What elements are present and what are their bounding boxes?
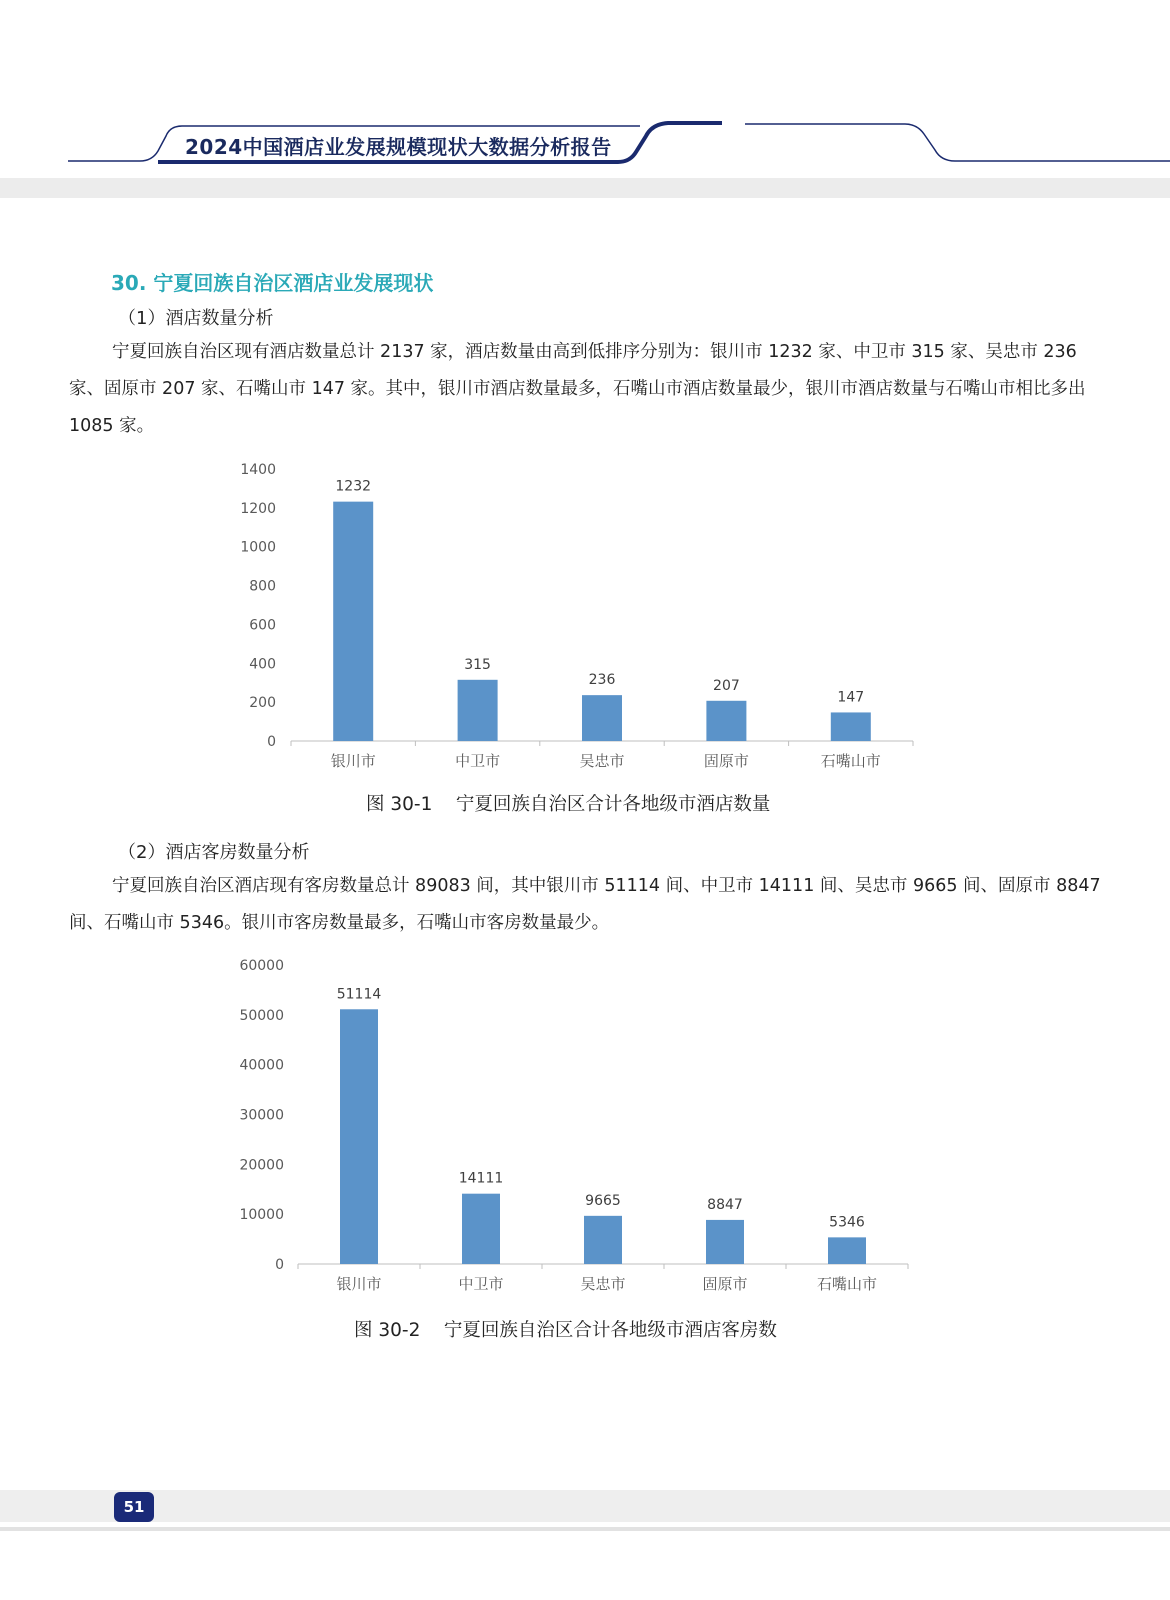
paragraph-2: 宁夏回族自治区酒店现有客房数量总计 89083 间，其中银川市 51114 间、中卫市 14111 间、吴忠市 9665 间、固原市 8847 间、石嘴山市 5346。银川市客房数量最多，石嘴山市客房数量最少。 xyxy=(69,876,1101,933)
paragraph-1: 宁夏回族自治区现有酒店数量总计 2137 家，酒店数量由高到低排序分别为：银川市 1232 家、中卫市 315 家、吴忠市 236 家、固原市 207 家、石嘴山市 147 家。其中，银川市酒店数量最多，石嘴山市酒店数量最少，银川市酒店数量与石嘴山市相比多出 1085 家。 xyxy=(69,342,1086,436)
bar-4 xyxy=(828,1237,866,1264)
subsection-title-1: （1）酒店数量分析 xyxy=(118,308,274,329)
bar-0 xyxy=(333,502,373,741)
data-label: 315 xyxy=(464,656,491,673)
category-label: 吴忠市 xyxy=(579,752,625,770)
y-tick-label: 10000 xyxy=(239,1207,284,1224)
bar-4 xyxy=(831,712,871,741)
y-tick-label: 800 xyxy=(249,578,276,595)
category-label: 银川市 xyxy=(330,752,376,770)
data-label: 9665 xyxy=(585,1192,621,1209)
category-label: 石嘴山市 xyxy=(820,752,881,770)
category-label: 石嘴山市 xyxy=(816,1275,878,1293)
section-title: 30. 宁夏回族自治区酒店业发展现状 xyxy=(111,271,434,295)
y-tick-label: 0 xyxy=(267,734,276,750)
data-label: 147 xyxy=(837,689,865,706)
header-band xyxy=(0,178,1170,198)
y-tick-label: 40000 xyxy=(239,1057,284,1074)
data-label: 14111 xyxy=(458,1170,504,1187)
category-label: 中卫市 xyxy=(458,1275,504,1293)
y-tick-label: 200 xyxy=(249,695,276,712)
bar-1 xyxy=(462,1194,500,1264)
footer-band xyxy=(0,1490,1170,1522)
hotel-count-chart xyxy=(0,455,1170,785)
footer-line xyxy=(0,1527,1170,1531)
page-number: 51 xyxy=(114,1492,154,1522)
y-tick-label: 1400 xyxy=(240,462,276,478)
y-tick-label: 0 xyxy=(275,1257,284,1273)
category-label: 银川市 xyxy=(336,1275,382,1293)
data-label: 51114 xyxy=(336,986,382,1003)
figure-caption-2: 图 30-2 宁夏回族自治区合计各地级市酒店客房数 xyxy=(354,1320,777,1341)
y-tick-label: 600 xyxy=(249,617,276,634)
data-label: 5346 xyxy=(829,1214,865,1231)
data-label: 236 xyxy=(588,672,616,689)
y-tick-label: 1000 xyxy=(240,539,276,556)
data-label: 207 xyxy=(713,677,740,694)
y-tick-label: 30000 xyxy=(239,1107,284,1124)
bar-0 xyxy=(340,1009,378,1264)
bar-3 xyxy=(706,1220,744,1264)
data-label: 1232 xyxy=(335,478,372,495)
report-title: 2024中国酒店业发展规模现状大数据分析报告 xyxy=(185,135,612,159)
y-tick-label: 1200 xyxy=(240,500,276,517)
room-count-chart xyxy=(0,950,1170,1310)
bar-3 xyxy=(706,701,746,741)
figure-caption-1: 图 30-1 宁夏回族自治区合计各地级市酒店数量 xyxy=(366,794,771,815)
category-label: 固原市 xyxy=(702,1275,748,1293)
y-tick-label: 50000 xyxy=(239,1007,284,1024)
y-tick-label: 20000 xyxy=(239,1157,284,1174)
bar-2 xyxy=(584,1216,622,1264)
data-label: 8847 xyxy=(707,1196,743,1213)
subsection-title-2: （2）酒店客房数量分析 xyxy=(118,842,310,863)
y-tick-label: 60000 xyxy=(239,958,284,974)
bar-1 xyxy=(458,680,498,741)
category-label: 中卫市 xyxy=(455,752,501,770)
category-label: 固原市 xyxy=(703,752,749,770)
y-tick-label: 400 xyxy=(249,656,276,673)
category-label: 吴忠市 xyxy=(580,1275,626,1293)
bar-2 xyxy=(582,695,622,741)
